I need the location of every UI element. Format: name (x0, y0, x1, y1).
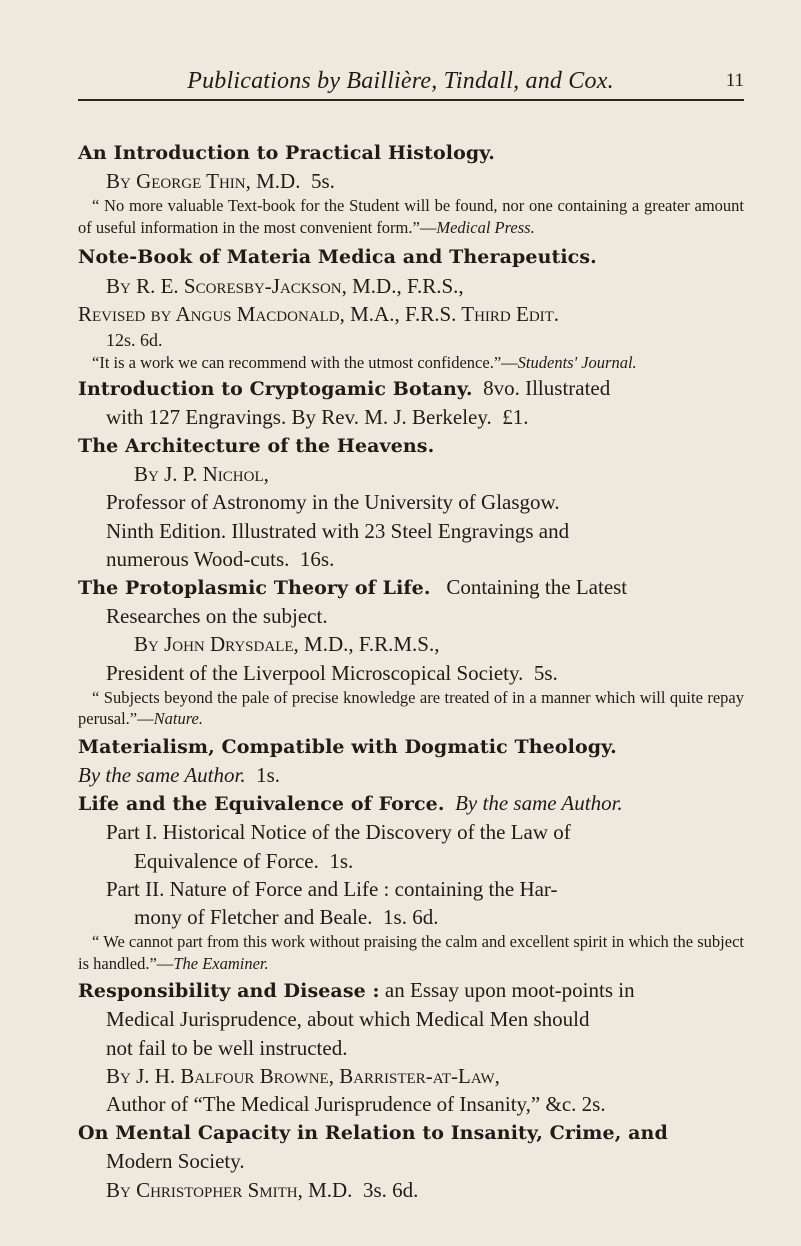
entry-line: numerous Wood-cuts. (106, 546, 290, 571)
entry-mental-capacity (78, 1118, 744, 1204)
entry-line: Author of “The Medical Jurisprudence of Insanity,” &c. (106, 1091, 577, 1116)
entry-price: 1s. (256, 762, 281, 787)
entry-details: 8vo. Illustrated (483, 375, 611, 400)
entry-line: Researches on the subject. (106, 604, 328, 629)
entry-subtitle: Containing the Latest (446, 574, 628, 599)
review-source: Students' Journal. (517, 353, 637, 373)
entry-line: President of the Liverpool Microscopical Society. (106, 660, 524, 685)
entry-price: 5s. (310, 169, 335, 194)
entry-price: 5s. (533, 660, 558, 685)
entry-part: Part I. Historical Notice of the Discovery of the Law of (106, 820, 571, 845)
entry-part: Equivalence of Force. (134, 848, 319, 873)
entry-title: Note-Book of Materia Medica and Therapeutics. (78, 246, 597, 269)
entry-title: Responsibility and Disease : (78, 980, 380, 1003)
review-source: The Examiner. (173, 953, 269, 973)
entry-reviser: Revised by Angus Macdonald, M.A., F.R.S. Third Edit. (78, 301, 560, 326)
review-source: Nature. (153, 709, 203, 729)
entry-author: By R. E. Scoresby-Jackson, M.D., F.R.S., (106, 273, 464, 298)
entry-architecture-heavens (78, 431, 744, 573)
entry-line: Medical Jurisprudence, about which Medical Men should (106, 1007, 590, 1032)
entry-details: with 127 Engravings. By Rev. M. J. Berkeley. (106, 404, 492, 429)
entry-line: not fail to be well instructed. (106, 1035, 348, 1060)
entry-price: 16s. (299, 546, 335, 571)
entry-price: 1s. (329, 848, 354, 873)
header-rule (78, 99, 744, 101)
entry-review: “ Subjects beyond the pale of precise knowledge are treated of in a manner which will quite repay perusal.”—Nature. (78, 687, 744, 729)
entry-by: By the same Author. (78, 762, 246, 787)
entry-line: Modern Society. (106, 1149, 245, 1174)
entry-review: “ No more valuable Text-book for the Student will be found, nor one containing a greater amount of useful information in the most convenient form.”—Medical Press. (78, 196, 744, 237)
entry-review: “ We cannot part from this work without praising the calm and excellent spirit in which the subject is handled.”—The Examiner. (78, 932, 744, 973)
entry-price: 2s. (581, 1091, 606, 1116)
entry-title: An Introduction to Practical Histology. (78, 142, 495, 164)
entry-author: By George Thin, M.D. (106, 169, 301, 194)
entry-price: 3s. 6d. (362, 1177, 419, 1202)
page-header (0, 68, 801, 112)
entry-title: The Protoplasmic Theory of Life. (78, 576, 431, 599)
entry-review: “It is a work we can recommend with the utmost confidence.”—Students' Journal. (92, 353, 637, 373)
entry-part: mony of Fletcher and Beale. (134, 904, 373, 929)
entry-price: £1. (502, 404, 529, 429)
entry-protoplasmic-theory (78, 573, 744, 730)
entry-cryptogamic-botany (78, 374, 744, 431)
review-source: Medical Press. (436, 217, 535, 237)
entry-author: By J. P. Nichol, (134, 462, 269, 487)
entry-title: The Architecture of the Heavens. (78, 434, 435, 457)
entry-author: By Christopher Smith, M.D. (106, 1177, 353, 1202)
running-title: Publications by Baillière, Tindall, and Cox. (187, 68, 614, 94)
entry-author: By John Drysdale, M.D., F.R.M.S., (134, 632, 440, 657)
entry-price: 12s. 6d. (106, 330, 163, 351)
entry-title: Life and the Equivalence of Force. (78, 793, 445, 816)
entry-line: Professor of Astronomy in the University of Glasgow. (106, 490, 560, 515)
entry-line: Ninth Edition. Illustrated with 23 Steel Engravings and (106, 518, 570, 543)
entry-author: By J. H. Balfour Browne, Barrister-at-Law, (106, 1063, 500, 1088)
page-number: 11 (725, 70, 744, 91)
entry-histology (78, 138, 744, 238)
entry-subtitle: an Essay upon moot-points in (384, 978, 635, 1003)
entry-materia-medica (78, 242, 744, 373)
entry-price: 1s. 6d. (383, 904, 439, 929)
entry-title: On Mental Capacity in Relation to Insanity, Crime, and (78, 1122, 668, 1145)
publication-list (78, 138, 744, 1204)
entry-equivalence-of-force (78, 789, 744, 974)
entry-materialism (78, 732, 744, 789)
entry-part: Part II. Nature of Force and Life : containing the Har- (106, 876, 558, 901)
entry-title: Materialism, Compatible with Dogmatic Theology. (78, 735, 617, 758)
entry-by: By the same Author. (455, 791, 623, 816)
entry-responsibility-disease (78, 976, 744, 1118)
entry-title: Introduction to Cryptogamic Botany. (78, 377, 473, 400)
